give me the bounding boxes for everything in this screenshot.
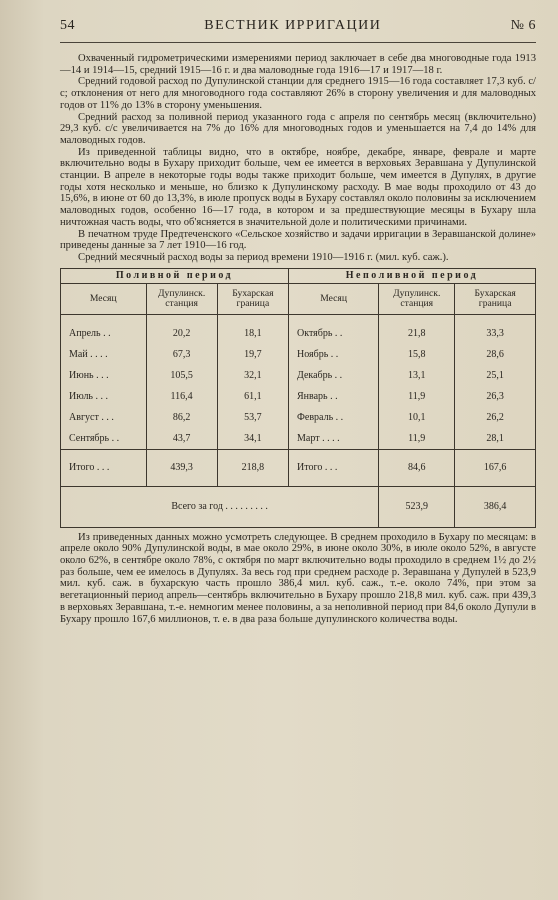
total-label: Итого . . . <box>61 449 147 486</box>
value-cell: 19,7 <box>217 344 288 365</box>
value-cell: 53,7 <box>217 407 288 428</box>
value-cell: 33,3 <box>455 314 536 344</box>
page-number: 54 <box>60 18 75 33</box>
table-row <box>61 365 536 386</box>
month-cell: Октябрь . . <box>289 314 379 344</box>
column-header: Месяц <box>289 283 379 314</box>
month-cell: Апрель . . <box>61 314 147 344</box>
table-row <box>61 314 536 344</box>
month-cell: Март . . . . <box>289 428 379 450</box>
paragraph: Средний годовой расход по Дупулинской станции для среднего 1915—16 года составляет 17,3 куб. с/с; отклонения от него для многоводного года составляют 26% в сторону увеличения и для маловодных годов от 11% до 13% в сторону уменьшения. <box>60 76 536 111</box>
paragraph: Из приведенных данных можно усмотреть следующее. В среднем проходило в Бухару по месяцам: в апреле около 90% Дупулинской воды, в мае около 29%, в июне около 30%, в июле около 52%, в августе около 62%, в сентябре около 78%, с октября по март включительно воды проходило в среднем 1½ до 2½ раз больше, чем ее имелось в Дупулях. За весь год при среднем расходе р. Зеравшана у Дупулей в 523,9 мил. куб. саж. в бухарскую часть прошло 386,4 мил. куб. саж., т.-е. около 74%, при этом за вегетационный период апрель—сентябрь включительно в Бухару прошло 218,8 мил. куб. саж. при 439,3 в верховьях Зеравшана, т.-е. немногим менее половины, а за неполивной период при 84,6 около Дупули в Бухару прошло 167,6 миллионов, т. е. в два раза больше дупулинского количества воды. <box>60 531 536 625</box>
value-cell: 32,1 <box>217 365 288 386</box>
column-header: Бухарская граница <box>455 283 536 314</box>
value-cell: 116,4 <box>146 386 217 407</box>
value-cell: 11,9 <box>379 428 455 450</box>
month-cell: Сентябрь . . <box>61 428 147 450</box>
total-value: 84,6 <box>379 449 455 486</box>
value-cell: 61,1 <box>217 386 288 407</box>
water-flow-table <box>60 268 536 528</box>
page-header <box>60 18 536 43</box>
column-header: Дупулинск. станция <box>379 283 455 314</box>
value-cell: 25,1 <box>455 365 536 386</box>
month-cell: Август . . . <box>61 407 147 428</box>
value-cell: 34,1 <box>217 428 288 450</box>
paragraph: Из приведенной таблицы видно, что в октябре, ноябре, декабре, январе, феврале и марте включительно воды в Бухару приходит больше, чем ее имеется в верховьях Зеравшана у Дупулинской станции. В апреле в некоторые годы воды также приходит больше, чем имеется в Дупулях, в другие годы хотя несколько и меньше, но близко к Дупулинскому расходу. В мае воды проходило от 43 до 15,6%, в июне от 60 до 13,3%, в июле пропуск воды в Бухару составлял около половины за исключением маловодных годов, особенно 16—17 года, в котором и за предшествующие месяцы в Бухару шла ничтожная часть воды, что об'ясняется в значительной доле и политическими причинами. <box>60 146 536 228</box>
total-label: Итого . . . <box>289 449 379 486</box>
value-cell: 13,1 <box>379 365 455 386</box>
totals-row <box>61 449 536 486</box>
paragraph: В печатном труде Предтеченского «Сельское хозяйство и задачи ирригации в Зеравшанской долине» приведены данные за 7 лет 1910—16 год. <box>60 228 536 252</box>
grand-total-row <box>61 486 536 527</box>
grand-total-label: Всего за год . . . . . . . . . <box>61 486 379 527</box>
month-cell: Ноябрь . . <box>289 344 379 365</box>
total-value: 167,6 <box>455 449 536 486</box>
month-cell: Декабрь . . <box>289 365 379 386</box>
value-cell: 26,2 <box>455 407 536 428</box>
column-header: Дупулинск. станция <box>146 283 217 314</box>
value-cell: 11,9 <box>379 386 455 407</box>
paragraph: Средний расход за поливной период указанного года с апреля по сентябрь месяц (включительно) 29,3 куб. с/с увеличивается на 7% до 16% для многоводных годов и уменьшается на 7,4 до 14% для маловодных годов. <box>60 111 536 146</box>
value-cell: 105,5 <box>146 365 217 386</box>
non-irrigation-period-header: Неполивной период <box>289 268 536 283</box>
grand-total-value: 523,9 <box>379 486 455 527</box>
month-cell: Июнь . . . <box>61 365 147 386</box>
month-cell: Май . . . . <box>61 344 147 365</box>
table-row <box>61 386 536 407</box>
table-row <box>61 407 536 428</box>
value-cell: 43,7 <box>146 428 217 450</box>
total-value: 439,3 <box>146 449 217 486</box>
value-cell: 28,1 <box>455 428 536 450</box>
column-header: Месяц <box>61 283 147 314</box>
value-cell: 15,8 <box>379 344 455 365</box>
journal-title: ВЕСТНИК ИРРИГАЦИИ <box>204 18 382 33</box>
paragraph: Охваченный гидрометрическими измерениями период заключает в себе два многоводные года 1913—14 и 1914—15, средний 1915—16 г. и два маловодные года 1916—17 и 1917—18 г. <box>60 53 536 76</box>
value-cell: 28,6 <box>455 344 536 365</box>
grand-total-value: 386,4 <box>455 486 536 527</box>
table-caption: Средний месячный расход воды за период времени 1910—1916 г. (мил. куб. саж.). <box>78 251 449 263</box>
value-cell: 67,3 <box>146 344 217 365</box>
value-cell: 26,3 <box>455 386 536 407</box>
total-value: 218,8 <box>217 449 288 486</box>
month-cell: Январь . . <box>289 386 379 407</box>
value-cell: 18,1 <box>217 314 288 344</box>
month-cell: Февраль . . <box>289 407 379 428</box>
column-header: Бухарская граница <box>217 283 288 314</box>
issue-number: № 6 <box>510 18 536 33</box>
irrigation-period-header: Поливной период <box>61 268 289 283</box>
table-row <box>61 428 536 450</box>
table-row <box>61 344 536 365</box>
value-cell: 86,2 <box>146 407 217 428</box>
value-cell: 21,8 <box>379 314 455 344</box>
month-cell: Июль . . . <box>61 386 147 407</box>
value-cell: 20,2 <box>146 314 217 344</box>
value-cell: 10,1 <box>379 407 455 428</box>
